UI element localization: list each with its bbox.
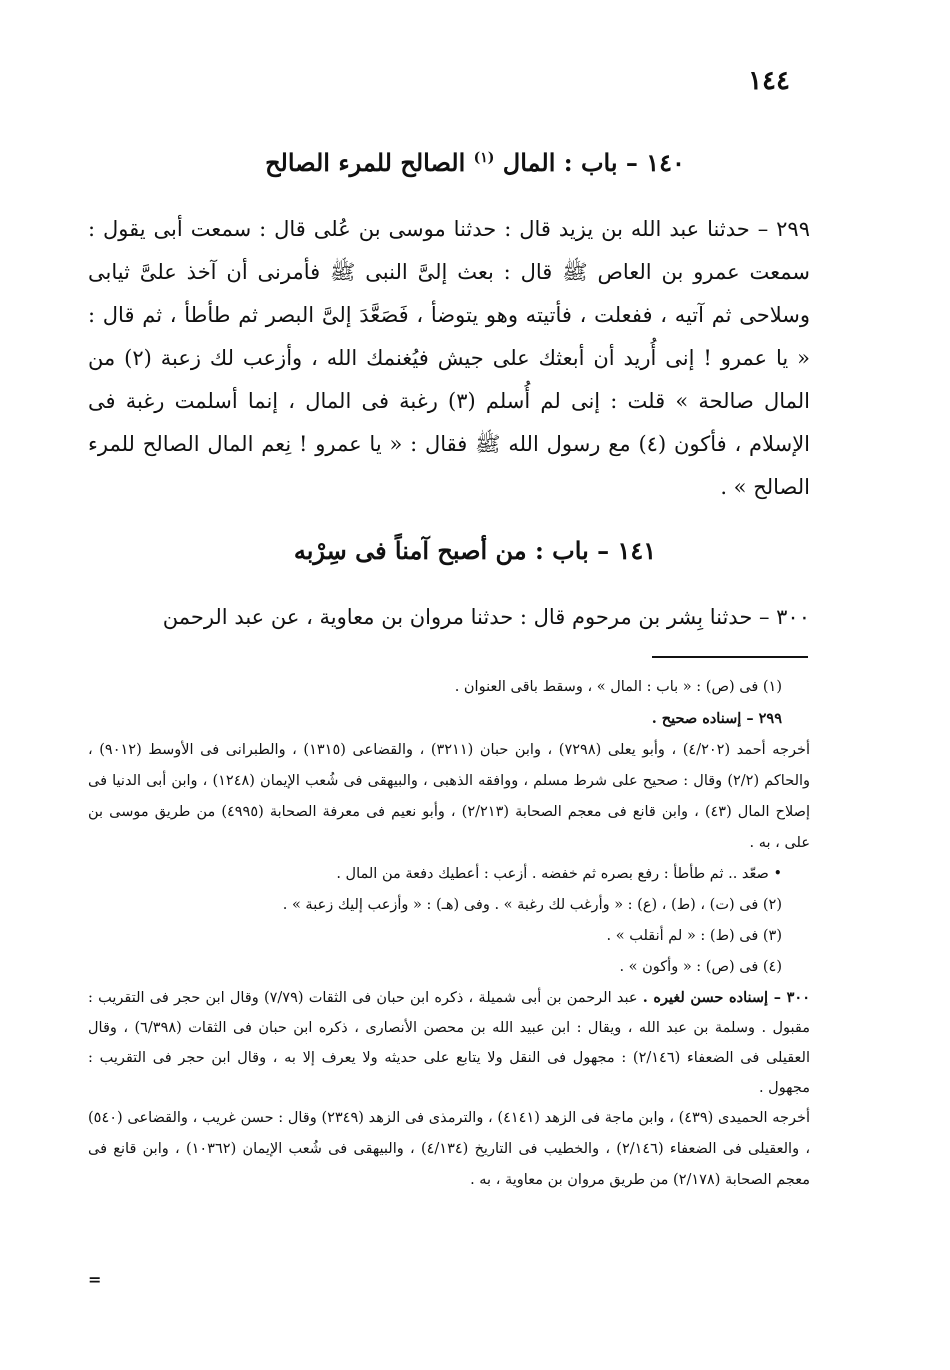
hadith-300-narrator-notes: عبد الرحمن بن أبى شميلة ، ذكره ابن حبان فى الثقات (٧/٧٩) وقال ابن حجر فى التقريب : مقبول . وسلمة بن عبد الله ، ويقال : ابن عبيد الله بن محصن الأنصارى ، ذكره ابن حبان فى الثقات (٦/٣٩٨) ، وقال العقيلى فى الضعفاء (٢/١٤٦) : مجهول فى النقل ولا يتابع على حديثه ولا يعرف إلا به ، وقال ابن حجر فى التقريب : مجهول .	[88, 990, 810, 1096]
chapter-141-heading: ١٤١ – باب : من أصبح آمناً فى سِرْبه	[293, 536, 657, 565]
hadith-299-text: ٢٩٩ – حدثنا عبد الله بن يزيد قال : حدثنا موسى بن عُلى قال : سمعت أبى يقول : سمعت عمرو بن العاص ﷺ قال : بعث إلىَّ النبى ﷺ فأمرنى أن آخذ علىَّ ثيابى وسلاحى ثم آتيه ، ففعلت ، فأتيته وهو يتوضأ ، فَصَعَّدَ إلىَّ البصر ثم طأطأ ، ثم قال : « يا عمرو ! إنى أُريد أن أبعثك على جيش فيُغنمك الله ، وأزعب لك زعبة (٢) من المال صالحة » قلت : إنى لم أُسلم (٣) رغبة فى المال ، إنما أسلمت رغبة فى الإسلام ، فأكون (٤) مع رسول الله ﷺ فقال : « يا عمرو ! نِعم المال الصالح للمرء الصالح » .	[88, 217, 810, 499]
footnote-3: (٣) فى (ط) : « لم أنقلب » .	[606, 928, 782, 944]
footnote-separator	[652, 656, 808, 658]
footnote-ref-1: (١)	[473, 150, 495, 166]
footnotes	[88, 672, 810, 1196]
continuation-mark: =	[88, 1270, 102, 1289]
hadith-300-takhrij: أخرجه الحميدى (٤٣٩) ، وابن ماجة فى الزهد (٤١٤١) ، والترمذى فى الزهد (٢٣٤٩) وقال : حسن غريب ، والقضاعى (٥٤٠) ، والعقيلى فى الضعفاء (٢/١٤٦) ، والخطيب فى التاريخ (٤/١٣٤) ، والبيهقى فى شُعب الإيمان (١٠٣٦٢) ، وابن قانع فى معجم الصحابة (٢/١٧٨) من طريق مروان بن معاوية ، به .	[88, 1110, 811, 1188]
footnote-2: (٢) فى (ت) ، (ط) ، (ع) : « وأرغب لك رغبة » . وفى (هـ) : « وأزعب إليك زعبة » .	[282, 897, 782, 913]
hadith-300-grading	[88, 983, 810, 1103]
hadith-299-takhrij: أخرجه أحمد (٤/٢٠٢) ، وأبو يعلى (٧٢٩٨) ، وابن حبان (٣٢١١) ، والقضاعى (١٣١٥) ، والطبرانى فى الأوسط (٩٠١٢) ، والحاكم (٢/٢) وقال : صحيح على شرط مسلم ، ووافقه الذهبى ، والبيهقى فى شُعب الإيمان (١٢٤٨) ، وابن أبى الدنيا فى إصلاح المال (٤٣) ، وابن قانع فى معجم الصحابة (٢/٢١٣) ، وأبو نعيم فى معرفة الصحابة (٤٩٩٥) من طريق موسى بن على ، به .	[88, 742, 811, 851]
chapter-140-title-a: ١٤٠ – باب : المال	[502, 148, 685, 177]
hadith-299-grading-label: ٢٩٩ – إسناده صحيح .	[651, 710, 782, 727]
page-number: ١٤٤	[748, 66, 790, 96]
hadith-300-grading-label: ٣٠٠ – إسناده حسن لغيره .	[642, 989, 810, 1006]
chapter-140-title-b: الصالح للمرء الصالح	[265, 148, 466, 177]
hadith-300-text: ٣٠٠ – حدثنا بِشر بن مرحوم قال : حدثنا مروان بن معاوية ، عن عبد الرحمن	[162, 605, 810, 629]
footnote-1: (١) فى (ص) : « باب : المال » ، وسقط باقى العنوان .	[454, 679, 782, 695]
footnote-4: (٤) فى (ص) : « وأكون » .	[619, 959, 782, 975]
hadith-299-grading	[88, 703, 810, 735]
gloss-note: • صعّد .. ثم طأطأ : رفع بصره ثم خفضه . أزعب : أعطيك دفعة من المال .	[336, 866, 782, 882]
chapter-140-heading	[60, 148, 890, 177]
